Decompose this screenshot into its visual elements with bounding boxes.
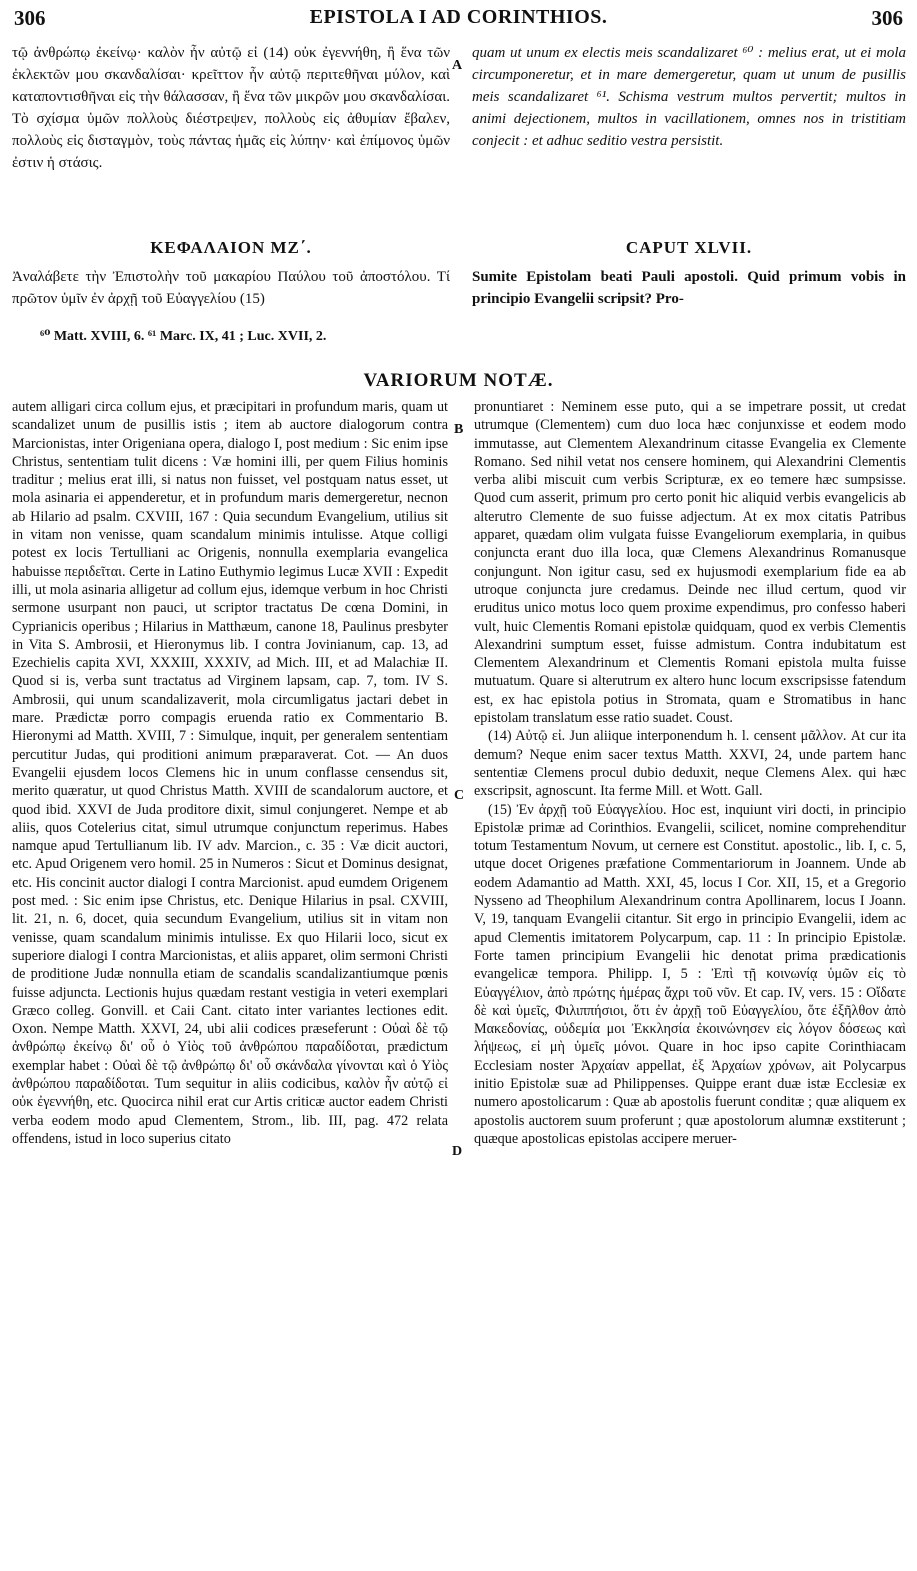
page-number-left: 306 bbox=[14, 6, 46, 30]
chapter-text-greek: Ἀναλάβετε τὴν Ἐπιστολὴν τοῦ μακαρίου Παύλου τοῦ ἀποστόλου. Τί πρῶτον ὑμῖν ἐν ἀρχῇ τοῦ Εὐαγγελίου (15) bbox=[12, 269, 450, 308]
margin-letter-d: D bbox=[452, 1144, 463, 1159]
latin-paragraph: quam ut unum ex electis meis scandalizaret ⁶⁰ : melius erat, ut ei mola circumponeretur, et in mare demergeretur, quam ut unum de pusillis meis scandalizaret ⁶¹. Schisma vestrum multos pervertit; multos in animi dejectionem, multos in vacillationem, omnes nos in tristitiam conjecit : et adhuc seditio vestra persistit. bbox=[472, 45, 906, 150]
greek-paragraph: τῷ ἀνθρώπῳ ἐκείνῳ· καλὸν ἦν αὐτῷ εἰ (14) οὐκ ἐγεννήθη, ἢ ἕνα τῶν ἐκλεκτῶν μου σκανδαλίσαι· κρεῖττον ἦν αὐτῷ περιτεθῆναι μύλον, καὶ καταποντισθῆναι εἰς τὴν θάλασσαν, ἢ ἕνα τῶν μικρῶν μου σκανδαλίσαι. Τὸ σχίσμα ὑμῶν πολλοὺς διέστρεψεν, πολλοὺς εἰς ἀθυμίαν ἔβαλεν, πολλοὺς εἰς δισταγμὸν, τοὺς πάντας ἡμᾶς εἰς λύπην· καὶ ἐπίμονος ὑμῶν ἐστιν ἡ στάσις. bbox=[12, 45, 450, 172]
latin-main-text bbox=[472, 42, 906, 152]
margin-letter-b: B bbox=[454, 422, 464, 437]
margin-letter-c: C bbox=[454, 788, 465, 803]
greek-main-text bbox=[12, 42, 450, 175]
page-number-right: 306 bbox=[871, 6, 903, 30]
notes-left-column bbox=[12, 398, 448, 1148]
chapter-title-greek: ΚΕΦΑΛΑΙΟΝ ΜΖ΄. bbox=[150, 238, 312, 257]
notes-title: VARIORUM NOTÆ. bbox=[363, 370, 554, 391]
page-header bbox=[14, 6, 903, 32]
chapter-text-latin: Sumite Epistolam beati Pauli apostoli. Quid primum vobis in principio Evangelii scripsit? Pro- bbox=[472, 269, 906, 308]
chapter-text-latin-block bbox=[472, 266, 906, 310]
running-title: EPISTOLA I AD CORINTHIOS. bbox=[309, 6, 608, 28]
note-14: (14) Αὐτῷ εἰ. Jun aliique interponendum h. l. censent μᾶλλον. At cur ita demum? Neque enim sacer textus Matth. XXVI, 24, unde partem hanc sententiæ Clemens procul dubio deduxit, neque Clemens Alex. qui hæc exscripsit, agnoscunt. Ita ferme Mill. et Wott. Gall. bbox=[474, 728, 906, 800]
note-15: (15) Ἐν ἀρχῇ τοῦ Εὐαγγελίου. Hoc est, inquiunt viri docti, in principio Epistolæ primæ ad Corinthios. Evangelii, scilicet, nomine comprehenditur totum Testamentum Novum, ut cernere est Constitut. apostolic., lib. I, c. 5, utque docet Origenes præfatione Commentariorum in Joannem. Unde ab eodem Adamantio ad Matth. XXI, 45, locus I Cor. XII, 15, et a Gregorio Nysseno ad Theophilum Alexandrinum contra Apollinarem, locus I Joann. V, 19, tanquam Evangelii citantur. Sit ergo in principio Evangelii, idem ac apud Clementis imitatorem Polycarpum, cap. 11 : In principio Epistolæ. Forte tamen principium Evangelii hic denotat prima prædicationis evangelicæ tempora. Philipp. I, 5 : Ἐπὶ τῇ κοινωνίᾳ ὑμῶν εἰς τὸ Εὐαγγέλιον, ἀπὸ πρώτης ἡμέρας ἄχρι τοῦ νῦν. Et cap. IV, vers. 15 : Οἴδατε δὲ καὶ ὑμεῖς, Φιλιππήσιοι, ὅτι ἐν ἀρχῇ τοῦ Εὐαγγελίου, ὅτε ἐξῆλθον ἀπὸ Μακεδονίας, οὐδεμία μοι Ἐκκλησία ἐκοινώνησεν εἰς λόγον δόσεως καὶ λήψεως, εἰ μὴ ὑμεῖς μόνοι. Quare in hoc ipso capite Corinthiacam Ecclesiam noster Ἀρχαίαν appellat, ἐξ Ἀρχαίων χρόνων, ait Polycarpus initio Epistolæ suæ ad Philippenses. Quippe erant duæ istæ Ecclesiæ ex numero apostolicarum : Quæ ab apostolis fuerunt conditæ ; quæ aliquem ex apostolis auctorem suum proferunt ; quæ apostolorum alumnæ exstiterunt ; quæque apostolicas epistolas accipere meruer- bbox=[474, 801, 906, 1147]
notes-right-column bbox=[474, 398, 906, 1148]
chapter-text-greek-block bbox=[12, 266, 450, 310]
note-left-paragraph: autem alligari circa collum ejus, et præcipitari in profundum maris, quam ut scandalizet unum de pusillis istis ; item ab auctore dialogorum contra Marcionistas, inter Origeniana opera, dialogo I, post medium : Sic enim ipse Christus, sententiam tulit dicens : Væ homini illi, per quem Filius hominis traditur ; melius erat illi, si natus non fuisset, vel postquam natus esset, ut mola asinaria ei appenderetur, et in profundum maris demergeretur, necnon ab Hilario ad psalm. CXVIII, 167 : Quia secundum Evangelium, utilius sit in vitam non venisse, quam scandalum minimis intulisse. Atque colligi potest ex locis Tertulliani ac Origenis, nonnulla exemplaria evangelica habuisse περιδεῖται. Certe in Latino Euthymio legimus Lucæ XVII : Expedit illi, ut mola asinaria alligetur ad collum ejus, idemque verbum in hoc Christi sermone usurpant non pauci, ut scriptor tractatus De cœna Domini, in Cyprianicis operibus ; Hilarius in Matthæum, canone 18, Paulinus presbyter in Vita S. Ambrosii, et Hieronymus lib. I contra Jovinianum, cap. 13, ad Ezechielis capita XVI, XXXIII, XXXIV, ad Mich. III, et ad Malachiæ II. Quod si is, verba sunt tractatus ad Virginem lapsam, cap. 7, tom. IV S. Ambrosii, qui unum scandalizaverit, mola circumligatus jactari debet in mare. Prædictæ porro compagis eruenda ratio ex Commentario B. Hieronymi ad Matth. XVIII, 7 : Simulque, inquit, per generalem sententiam percutitur Judas, qui proditioni animum præparaverat. Cot. — An duos Evangelii ejusdem locos Clemens hic in unum conflasse censendus sit, merito quæratur, ut quod Christus Matth. XVIII de scandalorum auctore, et quod ibid. XXVI de Juda proditore dixit, simul conjungeret. Nempe et ab aliis, quos Cotelerius citat, simul utrumque conjunctum reperimus. Habes namque apud Tertullianum lib. IV adv. Marcion., c. 35 : Væ dicit auctori, etc. Apud Origenem vero homil. 25 in Numeros : Sicut et Dominus designat, etc. His concinit auctor dialogi I contra Marcionist. apud eumdem Origenem post med. : Sic enim ipse Christus, etc. Denique Hilarius in psal. CXVIII, lit. 21, n. 6, docet, quia secundum Evangelium, utilius sit in vitam non venisse, quam scandalum minimis intulisse. Ex quo Hilarii loco, sicut ex superiore dialogi I contra Marcionistas, et aliis apparet, olim sermoni Christi de proditione Judæ nonnulla etiam de scandalis scandalizantiumque pœnis fuisse adjuncta. Lectionis hujus quædam restant vestigia in veteri exemplari Græco colleg. Gonvill. et Caii Cant. citato inter variantes lectiones edit. Oxon. Nempe Matth. XXVI, 24, ubi alii codices præseferunt : Οὐαὶ δὲ τῷ ἀνθρώπῳ ἐκείνῳ δι' οὗ ὁ Υἱὸς τοῦ ἀνθρώπου παραδίδοται, prædictum exemplar habet : Οὐαὶ δὲ τῷ ἀνθρώπῳ δι' οὗ σκάνδαλα γίνονται καὶ ὁ Υἱὸς ἀνθρώπου παραδίδοται. Tum sequitur in aliis codicibus, καλὸν ἦν αὐτῷ εἰ οὐκ ἐγεννήθη, etc. Quocirca nihil erat cur Artis criticæ auctor eadem Christi verba eodem modo apud Clementem, Strom., lib. III, pag. 472 relata offendens, istud in loco superius citato bbox=[12, 399, 448, 1147]
footnote-references: ⁶⁰ Matt. XVIII, 6. ⁶¹ Marc. IX, 41 ; Luc. XVII, 2. bbox=[40, 329, 327, 344]
note-right-paragraph-1: pronuntiaret : Neminem esse puto, qui a se impetrare possit, ut credat utrumque (Clementem) cum duo loca hæc conjunxisse et eodem modo immutasse, aut Clementem Alexandrinum citasse Evangelia ex Clemente Romano. Sed nihil vetat nos censere hominem, qui Alexandrini Clementis verba alibi miscuit cum verbis Scripturæ, ex eo temere hæc sumpsisse. Quod cum asserit, primum pro certo ponit hic aliquid verbis evangelicis ab alterutro Clemente de suo fuisse adjectum. At ex mox citatis Patribus apparet, quædam olim vulgata fuisse Evangeliorum exemplaria, in quibus conjuncta erant duo illa loca, quæ Clemens Alexandrinus Romanusque conjungunt. Non igitur casu, sed ex hujusmodi exemplarium fide ea ab utroque conjuncta jure credamus. Deinde nec illud certum, quod vir eruditus unico motus loco quem proxime expendimus, pro confesso haberi vult, huic Clementis Romani epistolæ quidquam, quod ex verbis Clementis Alexandrini sumptum esset, fuisse admistum. Contra indubitatum est Clementem Alexandrinum et Clementis Romani epistola multa fuisse mutuatum. Quare si alterutrum ex altero hunc locum exscripsisse fatendum est, ex hac epistola potius in Stromata, quam e Stromatibus in hanc epistolam translatum esse ratio suadet. Coust. bbox=[474, 399, 906, 727]
margin-letter-a: A bbox=[452, 58, 463, 73]
chapter-title-latin: CAPUT XLVII. bbox=[625, 238, 753, 257]
